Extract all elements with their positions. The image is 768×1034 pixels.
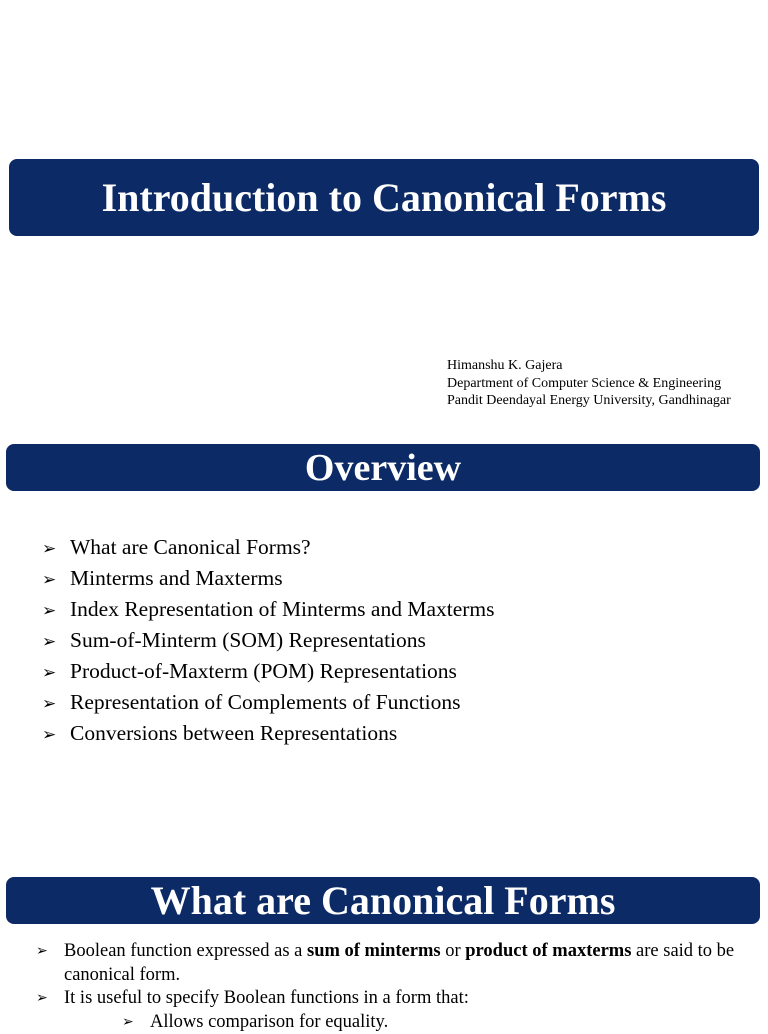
author-block (447, 357, 731, 410)
overview-list (42, 533, 495, 750)
arrowhead-bullet-icon: ➢ (36, 987, 64, 1011)
list-item (42, 626, 495, 657)
overview-title: Overview (305, 446, 461, 490)
list-item (42, 533, 495, 564)
list-item-text: Product-of-Maxterm (POM) Representations (70, 657, 457, 686)
arrowhead-bullet-icon: ➢ (42, 721, 70, 750)
canonical-forms-body (36, 940, 736, 1034)
list-item (42, 657, 495, 688)
list-item-text: What are Canonical Forms? (70, 533, 311, 562)
list-item (36, 940, 736, 987)
arrowhead-bullet-icon: ➢ (122, 1011, 150, 1034)
list-item (42, 719, 495, 750)
author-university: Pandit Deendayal Energy University, Gandhinagar (447, 392, 731, 410)
slide-title: Introduction to Canonical Forms (102, 174, 667, 221)
overview-banner (6, 444, 760, 491)
list-item-text: Index Representation of Minterms and Maxterms (70, 595, 495, 624)
canonical-forms-title: What are Canonical Forms (151, 877, 616, 924)
arrowhead-bullet-icon: ➢ (42, 597, 70, 626)
list-item-text: Minterms and Maxterms (70, 564, 283, 593)
list-item (42, 688, 495, 719)
emphasis-sum-of-minterms: sum of minterms (307, 941, 441, 961)
sub-bullet-equality: Allows comparison for equality. (150, 1011, 736, 1034)
emphasis-product-of-maxterms: product of maxterms (465, 941, 631, 961)
list-item (36, 987, 736, 1011)
arrowhead-bullet-icon: ➢ (42, 659, 70, 688)
bullet-definition: Boolean function expressed as a sum of minterms or product of maxterms are said to be canonical form. (64, 940, 736, 987)
arrowhead-bullet-icon: ➢ (42, 535, 70, 564)
arrowhead-bullet-icon: ➢ (42, 690, 70, 719)
title-banner (9, 159, 759, 236)
list-item (36, 1011, 736, 1034)
list-item (42, 595, 495, 626)
arrowhead-bullet-icon: ➢ (36, 940, 64, 964)
arrowhead-bullet-icon: ➢ (42, 566, 70, 595)
list-item-text: Conversions between Representations (70, 719, 397, 748)
canonical-forms-banner (6, 877, 760, 924)
list-item-text: Representation of Complements of Functions (70, 688, 461, 717)
arrowhead-bullet-icon: ➢ (42, 628, 70, 657)
list-item (42, 564, 495, 595)
list-item-text: Sum-of-Minterm (SOM) Representations (70, 626, 426, 655)
author-name: Himanshu K. Gajera (447, 357, 731, 375)
author-department: Department of Computer Science & Engineering (447, 375, 731, 393)
bullet-usefulness: It is useful to specify Boolean functions in a form that: (64, 987, 736, 1011)
